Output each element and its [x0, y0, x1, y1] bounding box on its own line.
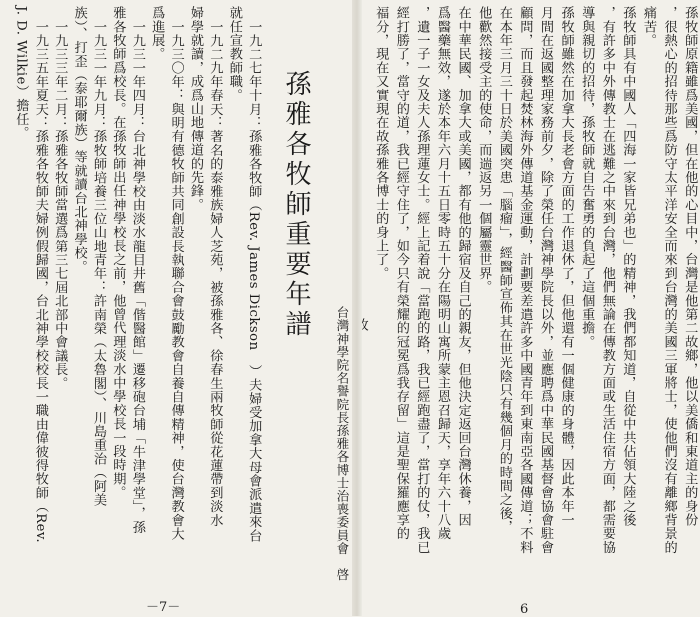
text-column: ，很熱心的招待那些爲防守太平洋安全而來到台灣的美國三軍將士，使他們沒有離鄉背景的	[661, 6, 677, 554]
chronology-entry-column: J. D. Wilkie）擔任。	[13, 6, 29, 140]
chronology-entry-column: 雅各牧師爲校長。在孫牧師出任神學校長之前，他曾代理淡水中學校長一段時期。	[110, 6, 126, 500]
text-column: 爲醫藥無效，遂於本年六月十五日零時五十分在陽明山寓所蒙主恩召歸天，享年六十八歲	[435, 6, 450, 541]
chronology-title: 孫雅各牧師重要年譜	[281, 70, 311, 340]
text-column: 經打勝了，當守的道，我已經守住了，如今只有榮耀的冠冕爲我存留」這是聖保羅應享的	[393, 6, 409, 541]
right-page	[334, 0, 700, 617]
chronology-entry-column: 一九三一年四月：台北神學校由淡水龍目井舊「偕醫館」遷移砲台埔「牛津學堂」，孫	[129, 20, 145, 534]
chronology-entry-column: 一九三三年二月：孫雅各牧師當選爲第三七屆北部中會議長。	[52, 20, 68, 390]
page-number: －7－	[146, 600, 181, 615]
text-column: ，遺一子一女及夫人孫理蓮女士。經上記着說「當跑的路，我已經跑盡了，當打的仗，我已	[414, 6, 430, 554]
text-column: 在本年三月三十日於美國突患「腦瘤」，經醫師宣佈其在世光陰只有幾個月的時間之後，	[496, 6, 512, 534]
text-column: 福分，現在又實現在故孫雅各博士的身上了。	[373, 6, 389, 280]
text-column: 痛苦。	[641, 6, 656, 48]
chronology-entry-column: 爲進展。	[149, 6, 165, 61]
text-column: 孫牧師雖然在加拿大長老會方面的工作退休了，但他還有一個健康的身體，因此本年一	[558, 6, 574, 527]
chronology-entry-column: 就任宣教師職。	[226, 6, 242, 102]
chronology-entry-column: 一九三〇年：與明有德牧師共同創設長執聯合會鼓勵教會自養自傳精神，使台灣教會大	[168, 20, 184, 541]
page-number: 6	[520, 602, 529, 617]
text-column: 顧問，而且發起焚林海外傳道基金運動，計劃要差遣許多中國青年到東南亞各國傳道；不料	[517, 6, 533, 554]
text-column: 月間在返國整理家務前夕，除了榮任台灣神學院長以外，並應聘爲中華民國基督會協會駐會	[538, 6, 553, 554]
chronology-entry-column: 族）、打歪（泰耶爾族）等就讀台北神學校。	[71, 6, 87, 274]
text-column: 孫牧師原籍雖爲美國，但在他的心目中，台灣是他第二故鄉，他以美僑和東道主的身份	[682, 6, 698, 527]
text-column: 孫牧師具有中國人「四海一家皆兄弟也」的精神，我們都知道，自從中共佔領大陸之後	[620, 6, 636, 527]
chronology-entry-column: 婦學就讀，成爲山地傳道的先鋒。	[188, 6, 203, 212]
signature: 台灣神學院名譽院長孫雅各博士治喪委員會 啓	[334, 306, 350, 582]
text-column: 他歡然接受主的使命，而遄返另一個屬靈世界。	[476, 6, 492, 294]
chronology-entry-column: 一九三五年夏天：孫雅各牧師夫婦例假歸國，台北神學校校長一職由偉彼得牧師（Rev.	[32, 20, 48, 544]
text-column: ，有許多中外傳教士在逃難之中來到台灣，他們無論在傳教方面或生活住宿方面，都需要協	[599, 6, 615, 554]
chronology-entry-column: 一九二九年春天：著名的泰雅族婦人芝苑，被孫雅各、徐春生兩牧師從花蓮帶到淡水	[207, 20, 223, 527]
chronology-entry-column: 一九三一年九月：孫牧師培養三位山地青年：許南榮（太魯閣）、川島重治（阿美	[91, 20, 106, 507]
text-column: 導與親切的招待，孫牧師就自告奮勇的負起了這個重擔。	[579, 6, 595, 349]
chronology-entry-column: 一九二七年十月：孫雅各牧師（Rev. James Dickson ）夫婦受加拿大母會派遣來台	[246, 20, 262, 543]
text-column: 在中華民國、加拿大或美國，都有他的歸宿及自己的親友，但他決定返回台灣休養，因	[455, 6, 471, 527]
